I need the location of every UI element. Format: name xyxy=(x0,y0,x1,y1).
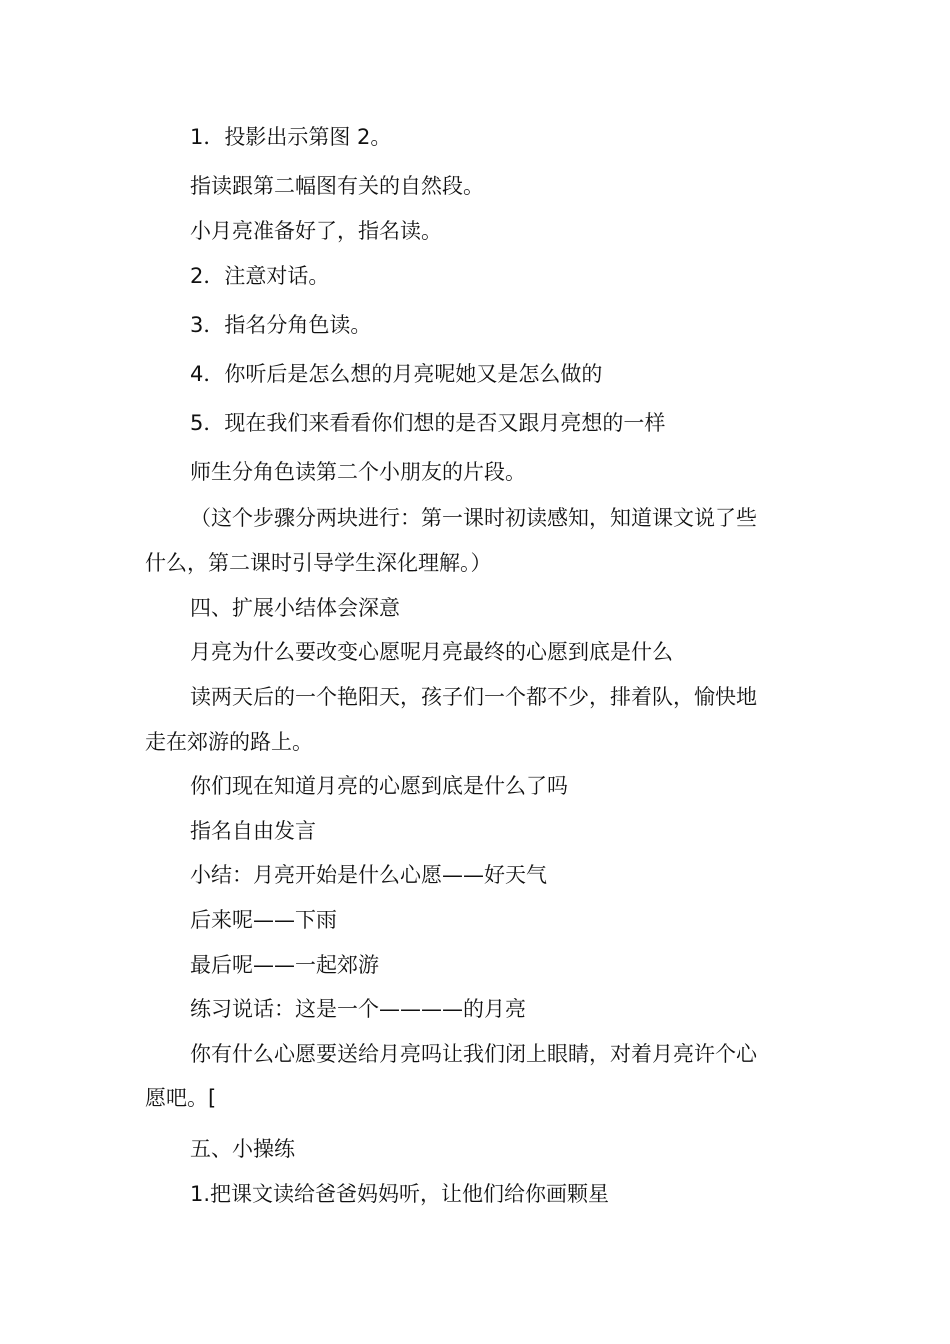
text-line: 什么，第二课时引导学生深化理解。） xyxy=(145,551,492,575)
text-line: 后来呢——下雨 xyxy=(190,908,337,932)
text-line: 读两天后的一个艳阳天，孩子们一个都不少，排着队，愉快地 xyxy=(190,685,757,709)
text-line: 最后呢——一起郊游 xyxy=(190,953,379,977)
text-line: 愿吧。[ xyxy=(145,1086,217,1110)
text-line: 你们现在知道月亮的心愿到底是什么了吗 xyxy=(190,774,568,798)
section-heading: 五、小操练 xyxy=(190,1137,295,1161)
text-line: 走在郊游的路上。 xyxy=(145,730,313,754)
text-line: 1.把课文读给爸爸妈妈听，让他们给你画颗星 xyxy=(190,1182,610,1206)
text-line: 5．现在我们来看看你们想的是否又跟月亮想的一样 xyxy=(190,411,666,435)
text-line: 指名自由发言 xyxy=(190,819,316,843)
text-line: 小结：月亮开始是什么心愿——好天气 xyxy=(190,863,547,887)
text-line: 1．投影出示第图 2。 xyxy=(190,125,392,149)
text-line: 你有什么心愿要送给月亮吗让我们闭上眼睛，对着月亮许个心 xyxy=(190,1042,757,1066)
text-line: 2．注意对话。 xyxy=(190,264,330,288)
section-heading: 四、扩展小结体会深意 xyxy=(190,596,400,620)
text-line: （这个步骤分两块进行：第一课时初读感知，知道课文说了些 xyxy=(190,506,757,530)
text-line: 练习说话：这是一个————的月亮 xyxy=(190,997,526,1021)
text-line: 小月亮准备好了，指名读。 xyxy=(190,219,442,243)
text-line: 师生分角色读第二个小朋友的片段。 xyxy=(190,460,526,484)
text-line: 4．你听后是怎么想的月亮呢她又是怎么做的 xyxy=(190,362,603,386)
text-line: 月亮为什么要改变心愿呢月亮最终的心愿到底是什么 xyxy=(190,640,673,664)
text-line: 3．指名分角色读。 xyxy=(190,313,372,337)
text-line: 指读跟第二幅图有关的自然段。 xyxy=(190,174,484,198)
